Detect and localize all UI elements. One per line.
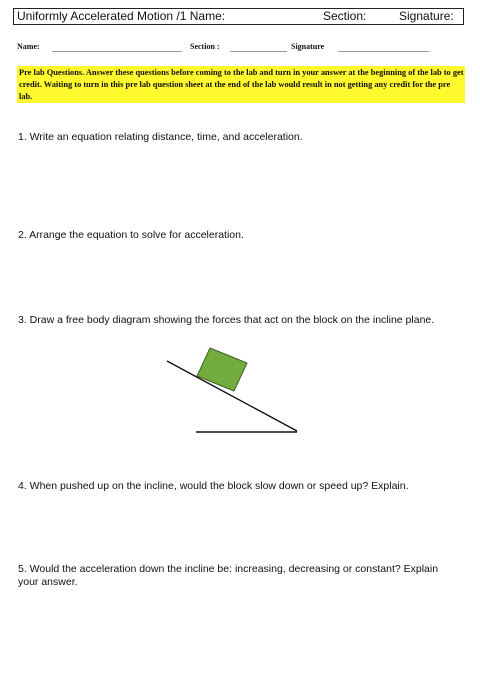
question-1: 1. Write an equation relating distance, time, and acceleration. xyxy=(18,131,303,143)
incline-block-figure xyxy=(160,340,310,440)
signature-label: Signature xyxy=(291,42,325,51)
name-label: Name: xyxy=(17,42,40,51)
section-label: Section : xyxy=(190,42,220,51)
question-5: 5. Would the acceleration down the incline be: increasing, decreasing or constant? Explain your answer. xyxy=(18,563,439,588)
section-blank-line[interactable] xyxy=(230,51,287,52)
name-line xyxy=(17,41,429,55)
block-shape xyxy=(197,348,247,391)
header-box xyxy=(13,8,464,25)
prelab-instructions: Pre lab Questions. Answer these questions before coming to the lab and turn in your answer at the beginning of the lab to get credit. Waiting to turn in this pre lab question sheet at the end of the lab would result in not getting any credit for the pre lab. xyxy=(19,68,464,101)
header-signature-label: Signature: xyxy=(399,9,454,23)
header-title: Uniformly Accelerated Motion /1 Name: xyxy=(17,9,226,23)
header-section-label: Section: xyxy=(323,9,367,23)
question-4: 4. When pushed up on the incline, would the block slow down or speed up? Explain. xyxy=(18,480,409,492)
signature-blank-line[interactable] xyxy=(338,51,429,52)
question-2: 2. Arrange the equation to solve for acceleration. xyxy=(18,229,244,241)
name-blank-line[interactable] xyxy=(52,51,182,52)
question-3: 3. Draw a free body diagram showing the forces that act on the block on the incline plane. xyxy=(18,314,435,326)
